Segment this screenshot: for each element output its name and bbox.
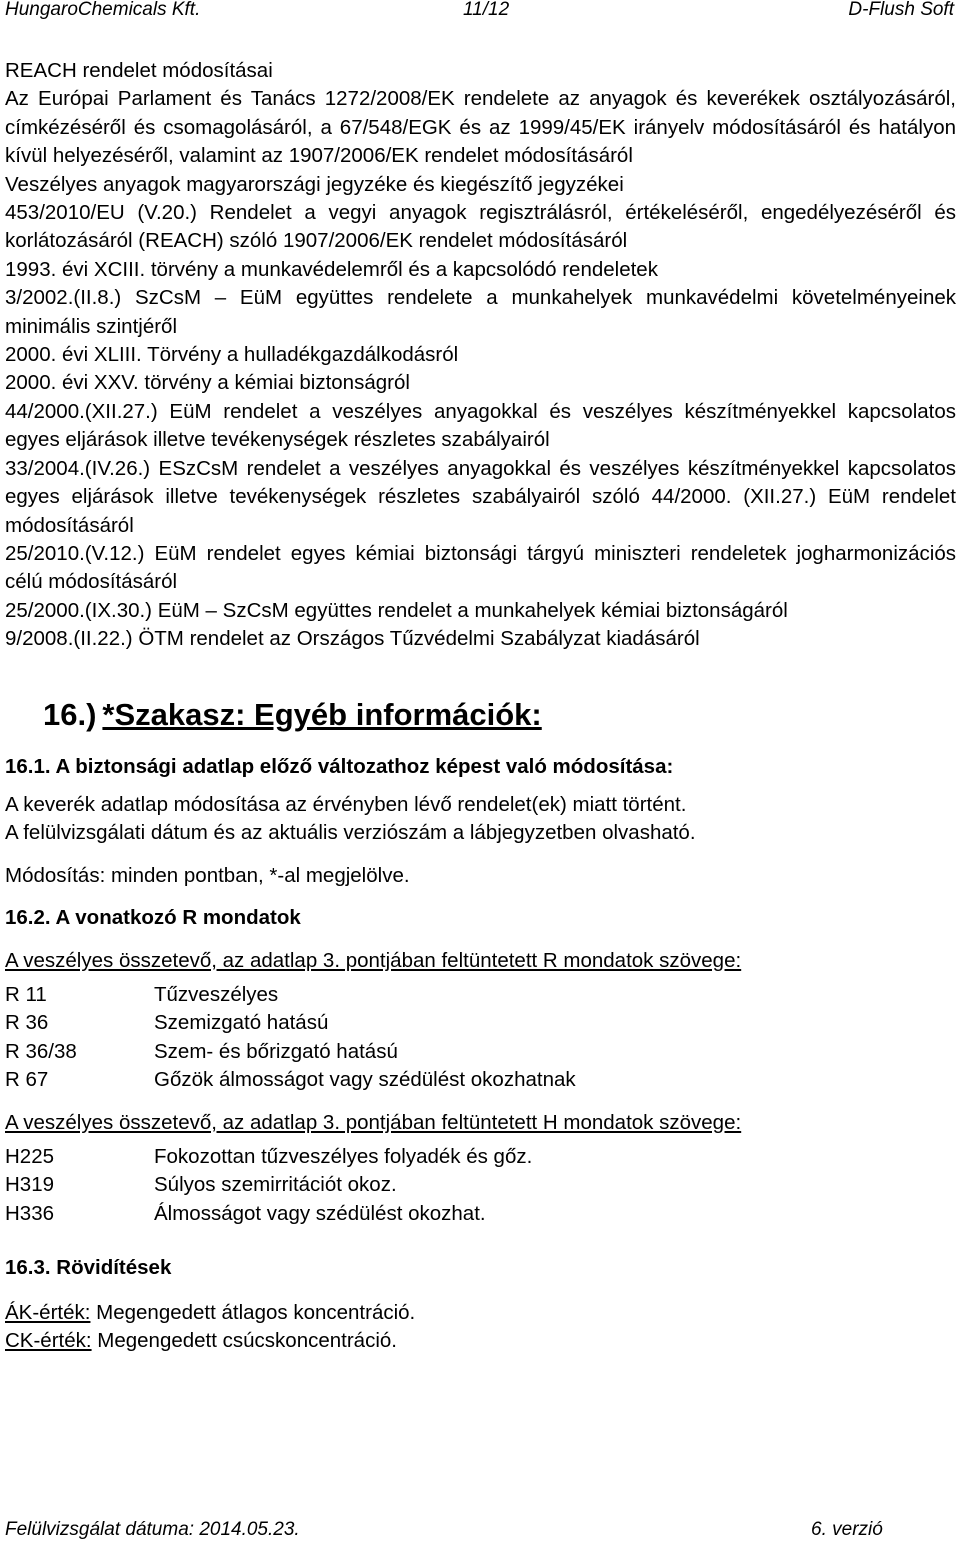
h-phrases-intro: A veszélyes összetevő, az adatlap 3. pontjában feltüntetett H mondatok szövege:	[5, 1110, 742, 1134]
section-number: 16.)	[43, 696, 97, 732]
r-phrase-text: Tűzveszélyes	[154, 982, 279, 1006]
regulation-item: 9/2008.(II.22.) ÖTM rendelet az Országos Tűzvédelmi Szabályzat kiadásáról	[5, 627, 700, 651]
h-phrase-row	[5, 1171, 956, 1199]
r-phrase-code: R 11	[5, 982, 47, 1006]
subsection-16-1-heading: 16.1. A biztonsági adatlap előző változathoz képest való módosítása:	[5, 754, 674, 778]
regulation-item: 25/2000.(IX.30.) EüM – SzCsM együttes rendelet a munkahelyek kémiai biztonságáról	[5, 598, 788, 622]
r-phrase-row	[5, 1038, 956, 1066]
regulation-item: 3/2002.(II.8.) SzCsM – EüM együttes rendelete a munkahelyek munkavédelmi követelményeinek minimális szintjéről	[5, 286, 956, 338]
subsection-16-3-heading: 16.3. Rövidítések	[5, 1256, 172, 1280]
header-product: D-Flush Soft	[848, 0, 954, 20]
r-phrase-row	[5, 981, 956, 1009]
h-phrase-code: H225	[5, 1144, 55, 1168]
r-phrase-row	[5, 1009, 956, 1037]
h-phrase-text: Súlyos szemirritációt okoz.	[154, 1173, 397, 1197]
footer-version: 6. verzió	[811, 1519, 883, 1540]
abbreviation-definition: Megengedett csúcskoncentráció.	[91, 1328, 397, 1352]
modification-reason: A keverék adatlap módosítása az érvényben lévő rendelet(ek) miatt történt.	[5, 792, 687, 816]
r-phrase-code: R 36	[5, 1011, 49, 1035]
abbreviation-term: CK-érték:	[5, 1328, 92, 1352]
regulation-item: 1993. évi XCIII. törvény a munkavédelemről és a kapcsolódó rendeletek	[5, 257, 658, 281]
regulation-item: 2000. évi XXV. törvény a kémiai biztonságról	[5, 371, 410, 395]
regulation-item: 33/2004.(IV.26.) ESzCsM rendelet a veszélyes anyagokkal és veszélyes készítményekkel kapcsolatos egyes eljárások illetve tevékenységek részletes szabályairól szóló 44/2000. (XII.27.) EüM rendelet módosításáról	[5, 456, 956, 537]
r-phrases-intro: A veszélyes összetevő, az adatlap 3. pontjában feltüntetett R mondatok szövege:	[5, 948, 742, 972]
h-phrase-code: H336	[5, 1201, 55, 1225]
regulations-list	[5, 57, 956, 654]
header-page-number: 11/12	[463, 0, 510, 20]
abbreviations-list	[5, 1299, 956, 1356]
regulation-item: 453/2010/EU (V.20.) Rendelet a vegyi anyagok regisztrálásról, értékeléséről, engedélyezéséről és korlátozásáról (REACH) szóló 1907/2006/EK rendelet módosításáról	[5, 201, 956, 253]
regulation-item: Az Európai Parlament és Tanács 1272/2008/EK rendelete az anyagok és keverékek osztályozásáról, címkézéséről és csomagolásáról, a 67/548/EGK és az 1999/45/EK irányelv módosításáról és hatályon kívül helyezéséről, valamint az 1907/2006/EK rendelet módosításáról	[5, 87, 956, 168]
h-phrase-code: H319	[5, 1173, 55, 1197]
footer-review-date: Felülvizsgálat dátuma: 2014.05.23.	[5, 1519, 300, 1540]
abbreviation-definition: Megengedett átlagos koncentráció.	[90, 1300, 416, 1324]
page-footer	[5, 1517, 954, 1543]
r-phrases-list	[5, 981, 956, 1095]
h-phrase-text: Fokozottan tűzveszélyes folyadék és gőz.	[154, 1144, 533, 1168]
abbreviation-item	[5, 1299, 956, 1327]
r-phrase-text: Szem- és bőrizgató hatású	[154, 1039, 398, 1063]
regulation-item: 2000. évi XLIII. Törvény a hulladékgazdálkodásról	[5, 343, 459, 367]
h-phrase-row	[5, 1200, 956, 1228]
abbreviation-term: ÁK-érték:	[5, 1300, 91, 1324]
h-phrases-list	[5, 1143, 956, 1228]
page-header	[5, 0, 954, 22]
r-phrase-code: R 36/38	[5, 1039, 77, 1063]
header-company: HungaroChemicals Kft.	[5, 0, 201, 20]
regulation-reach-title: REACH rendelet módosításai	[5, 59, 273, 82]
h-phrase-text: Álmosságot vagy szédülést okozhat.	[154, 1201, 486, 1225]
abbreviation-item	[5, 1327, 956, 1355]
regulation-item: 25/2010.(V.12.) EüM rendelet egyes kémiai biztonsági tárgyú miniszteri rendeletek jogharmonizációs célú módosításáról	[5, 541, 956, 594]
section-16-title	[43, 695, 956, 735]
modification-note: Módosítás: minden pontban, *-al megjelölve.	[5, 863, 410, 887]
r-phrase-code: R 67	[5, 1068, 49, 1092]
regulation-item: 44/2000.(XII.27.) EüM rendelet a veszélyes anyagokkal és veszélyes készítményekkel kapcsolatos egyes eljárások illetve tevékenységek részletes szabályairól	[5, 399, 956, 452]
subsection-16-2-heading: 16.2. A vonatkozó R mondatok	[5, 906, 301, 930]
r-phrase-row	[5, 1066, 956, 1094]
document-body	[5, 57, 956, 1355]
section-label: *Szakasz: Egyéb információk:	[102, 696, 542, 732]
h-phrase-row	[5, 1143, 956, 1171]
r-phrase-text: Gőzök álmosságot vagy szédülést okozhatnak	[154, 1068, 576, 1092]
review-info: A felülvizsgálati dátum és az aktuális verziószám a lábjegyzetben olvasható.	[5, 821, 696, 845]
regulation-item: Veszélyes anyagok magyarországi jegyzéke és kiegészítő jegyzékei	[5, 172, 624, 196]
r-phrase-text: Szemizgató hatású	[154, 1011, 329, 1035]
